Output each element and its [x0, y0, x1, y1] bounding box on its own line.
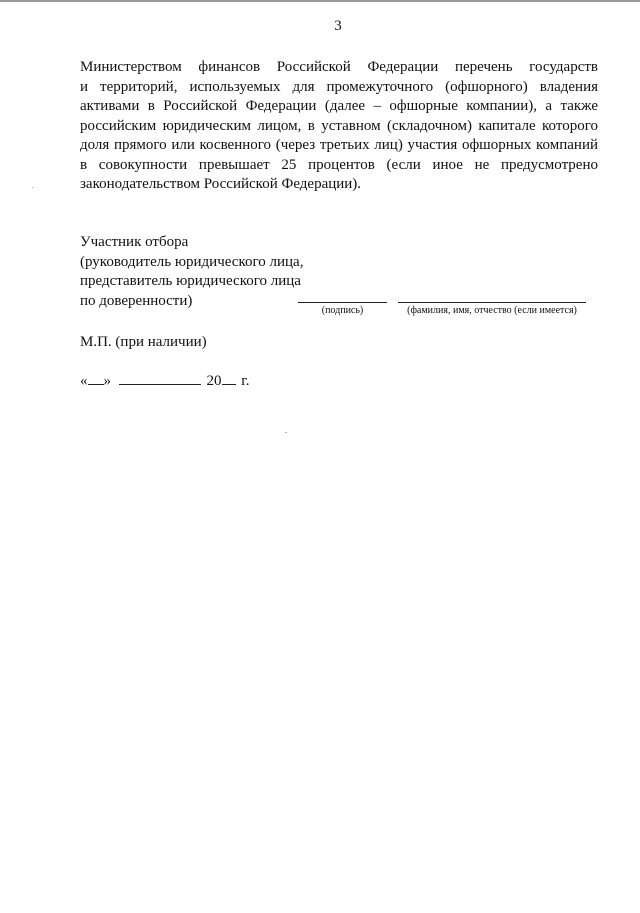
full-name-caption: (фамилия, имя, отчество (если имеется) — [407, 305, 577, 316]
paragraph-line: Министерством финансов Российской Федерации перечень государств — [80, 59, 598, 75]
paragraph-line: законодательством Российской Федерации). — [80, 176, 362, 192]
year-suffix: г. — [241, 373, 250, 389]
signer-role-line: (руководитель юридического лица, — [80, 253, 304, 270]
signer-block — [80, 233, 303, 311]
paragraph-line: доля прямого или косвенного (через третьих лиц) участия офшорных компаний — [80, 137, 598, 153]
signer-role-line: представитель юридического лица — [80, 273, 301, 289]
page-number: 3 — [334, 18, 342, 34]
paragraph-line: активами в Российской Федерации (далее – офшорные компании), а также — [80, 98, 598, 114]
year-blank[interactable] — [222, 371, 236, 385]
date-close-quote: » — [103, 373, 111, 389]
month-blank[interactable] — [119, 371, 201, 385]
year-prefix: 20 — [206, 373, 222, 389]
day-blank[interactable] — [88, 371, 104, 385]
paragraph-line: и территорий, используемых для промежуточного (офшорного) владения — [80, 78, 598, 95]
paragraph-line: в совокупности превышает 25 процентов (если иное не предусмотрено — [80, 156, 598, 173]
signature-line[interactable] — [298, 302, 387, 303]
date-line — [80, 371, 249, 390]
signer-title: Участник отбора — [80, 234, 189, 250]
stamp-label: М.П. (при наличии) — [80, 334, 207, 350]
body-paragraph — [80, 58, 598, 195]
date-open-quote: « — [80, 373, 88, 389]
signer-role-line: по доверенности) — [80, 292, 193, 309]
paragraph-line: российским юридическим лицом, в уставном (складочном) капитале которого — [80, 117, 598, 134]
signature-caption: (подпись) — [321, 305, 364, 316]
full-name-line[interactable] — [398, 302, 586, 303]
scan-speck — [32, 187, 33, 188]
top-edge-rule — [0, 0, 640, 2]
scan-speck — [285, 432, 287, 433]
